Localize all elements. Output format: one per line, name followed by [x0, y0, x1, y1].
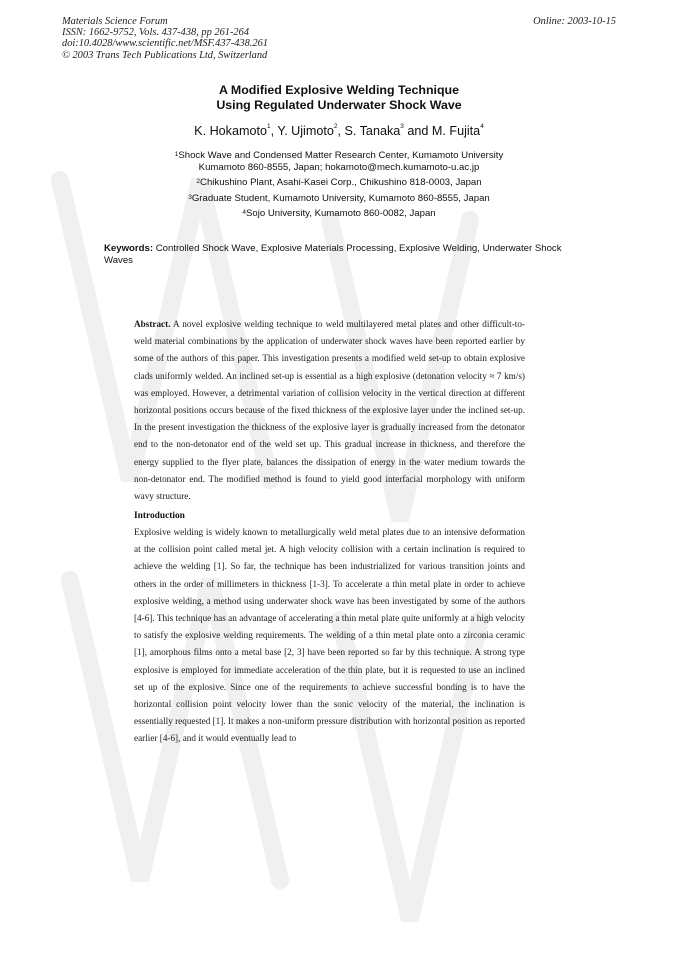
- affiliation-line: Sojo University, Kumamoto 860-0082, Japan: [245, 208, 436, 220]
- author-affil-sup: 4: [480, 123, 484, 130]
- author-name: M. Fujita: [431, 124, 481, 138]
- keywords: [104, 243, 574, 267]
- issn-line: ISSN: 1662-9752, Vols. 437-438, pp 261-264: [62, 27, 250, 39]
- author-name: K. Hokamoto: [194, 124, 267, 138]
- affiliation-4: [0, 208, 678, 220]
- abstract-label: Abstract.: [134, 319, 171, 329]
- introduction-text: Explosive welding is widely known to metallurgically weld metal plates due to an intensive deformation at the collision point called metal jet. A high velocity collision with a certain inclination is required to achieve the welding [1]. So far, the technique has been industrialized for various transition joints and others in the order of millimeters in thickness [1-3]. To accelerate a thin metal plate in order to achieve explosive welding, a method using underwater shock wave has been investigated by some of the authors [4-6]. This technique has an advantage of accelerating a thin metal plate quite uniformly at a high velocity to satisfy the explosive welding requirements. The welding of a thin metal plate onto a zirconia ceramic [1], amorphous films onto a metal base [2, 3] have been reported so far by this technique. A strong type explosive is employed for immediate acceleration of the thin plate, but it is requested to use an inclined set up of the explosive. Since one of the requirements to achieve successful bonding is to have the horizontal collision point velocity lower than the sonic velocity of the material, the inclination is essentially requested [1]. It makes a non-uniform pressure distribution with horizontal position as reported earlier [4-6], and it would eventually lead to: [134, 527, 525, 744]
- abstract: [134, 316, 525, 505]
- paper-title: [0, 83, 678, 113]
- author-name: Y. Ujimoto: [277, 124, 334, 138]
- affiliation-line: Shock Wave and Condensed Matter Research Center, Kumamoto University: [178, 150, 504, 161]
- affiliation-line: Graduate Student, Kumamoto University, Kumamoto 860-8555, Japan: [191, 192, 490, 204]
- doi-line: doi:10.4028/www.scientific.net/MSF.437-438.261: [62, 38, 268, 50]
- author-affil-sup: 2: [333, 123, 338, 130]
- author-name: S. Tanaka: [344, 124, 401, 138]
- title-line-1: A Modified Explosive Welding Technique: [218, 83, 460, 97]
- affiliation-sup: 4: [242, 209, 246, 217]
- author-separator: ,: [337, 124, 345, 138]
- abstract-text: A novel explosive welding technique to weld multilayered metal plates and other difficult-to-weld material combinations by the application of underwater shock waves have been reported earlier by some of the authors of this paper. This investigation presents a modified weld set-up to obtain explosive clads uniformly welded. An inclined set-up is essential as a high explosive (detonation velocity ≈ 7 km/s) was employed. However, a detrimental variation of collision velocity in the vertical direction at different horizontal positions occurs because of the fixed thickness of the explosive layer under the inclined set-up. In the present investigation the thickness of the explosive layer is gradually increased from the detonator end to the non-detonator end of the weld set up. This gradual increase in thickness, and therefore the energy supplied to the flyer plate, balances the dissipation of energy in the water medium towards the non-detonator end. The modified method is found to yield good interfacial morphology with uniform wavy structure.: [134, 319, 525, 502]
- author-affil-sup: 1: [266, 123, 271, 130]
- author-separator: and: [403, 124, 432, 138]
- affiliation-sup: 2: [196, 178, 201, 186]
- publication-header: [62, 16, 268, 61]
- affiliation-list: [0, 150, 678, 224]
- affiliation-line: Chikushino Plant, Asahi-Kasei Corp., Chikushino 818-0003, Japan: [200, 177, 482, 189]
- journal-name: Materials Science Forum: [62, 16, 168, 27]
- affiliation-sup: 3: [188, 193, 192, 201]
- introduction-heading: Introduction: [134, 511, 185, 521]
- affiliation-2: [0, 177, 678, 189]
- affiliation-1: [0, 150, 678, 173]
- author-list: [0, 124, 678, 138]
- copyright-line: © 2003 Trans Tech Publications Ltd, Switzerland: [62, 49, 268, 61]
- affiliation-line: Kumamoto 860-8555, Japan; hokamoto@mech.kumamoto-u.ac.jp: [198, 161, 480, 173]
- affiliation-3: [0, 193, 678, 205]
- title-line-2: Using Regulated Underwater Shock Wave: [216, 98, 462, 112]
- online-date: Online: 2003-10-15: [533, 16, 616, 27]
- affiliation-sup: 1: [174, 151, 179, 158]
- keywords-label: Keywords:: [104, 243, 154, 254]
- keywords-text: Controlled Shock Wave, Explosive Materials Processing, Explosive Welding, Underwater Shock Waves: [104, 243, 562, 266]
- author-separator: ,: [270, 124, 278, 138]
- author-affil-sup: 3: [400, 123, 404, 130]
